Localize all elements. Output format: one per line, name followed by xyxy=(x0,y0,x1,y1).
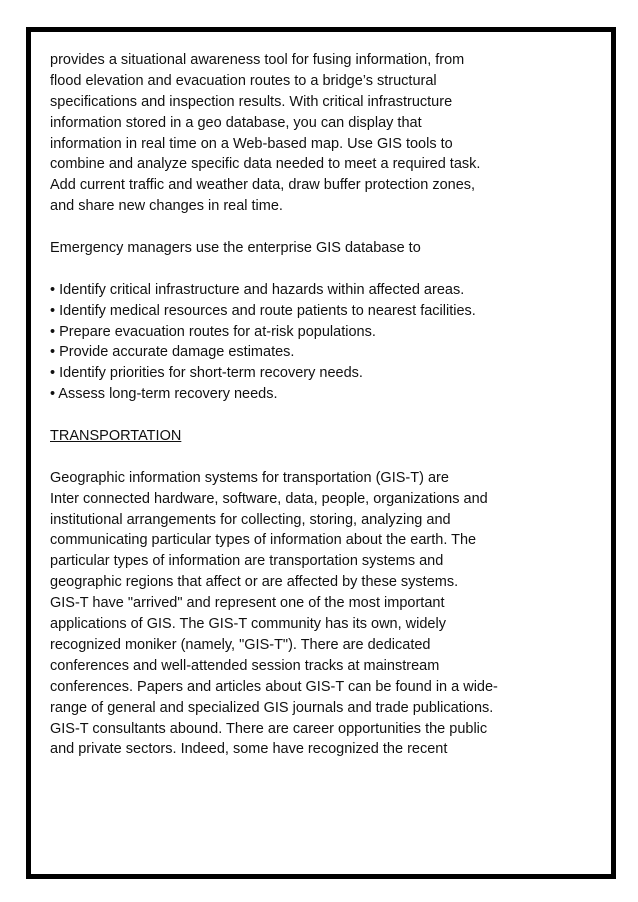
text-line: information stored in a geo database, you can display that xyxy=(50,114,422,131)
text-line: GIS-T have "arrived" and represent one of the most important xyxy=(50,595,445,612)
text-line: particular types of information are transportation systems and xyxy=(50,553,444,570)
bullet-item: • Prepare evacuation routes for at-risk populations. xyxy=(50,323,376,340)
text-line: and private sectors. Indeed, some have recognized the recent xyxy=(50,741,448,758)
text-line: Inter connected hardware, software, data, people, organizations and xyxy=(50,490,488,507)
text-line: Geographic information systems for transportation (GIS-T) are xyxy=(50,469,449,486)
text-line: combine and analyze specific data needed to meet a required task. xyxy=(50,156,481,173)
document-body xyxy=(50,50,540,760)
text-line: communicating particular types of information about the earth. The xyxy=(50,532,477,549)
text-line: conferences. Papers and articles about GIS-T can be found in a wide- xyxy=(50,678,498,695)
text-line: Add current traffic and weather data, draw buffer protection zones, xyxy=(50,177,476,194)
text-line: institutional arrangements for collecting, storing, analyzing and xyxy=(50,511,451,528)
bullet-item: • Identify critical infrastructure and hazards within affected areas. xyxy=(50,281,465,298)
paragraph-spacer xyxy=(50,217,540,238)
bullet-item: • Identify medical resources and route patients to nearest facilities. xyxy=(50,302,476,319)
text-line: information in real time on a Web-based map. Use GIS tools to xyxy=(50,135,453,152)
text-line: geographic regions that affect or are affected by these systems. xyxy=(50,574,459,591)
text-line: range of general and specialized GIS journals and trade publications. xyxy=(50,699,494,716)
paragraph-emergency-gis xyxy=(50,50,540,217)
text-line: and share new changes in real time. xyxy=(50,198,283,215)
text-line: recognized moniker (namely, "GIS-T"). There are dedicated xyxy=(50,636,431,653)
paragraph-spacer xyxy=(50,405,540,426)
paragraph-spacer xyxy=(50,259,540,280)
paragraph-spacer xyxy=(50,447,540,468)
text-line: specifications and inspection results. With critical infrastructure xyxy=(50,93,453,110)
text-line: conferences and well-attended session tracks at mainstream xyxy=(50,657,440,674)
bullet-item: • Identify priorities for short-term recovery needs. xyxy=(50,365,363,382)
section-heading: TRANSPORTATION xyxy=(50,428,182,445)
bullet-item: • Assess long-term recovery needs. xyxy=(50,386,278,403)
intro-sentence: Emergency managers use the enterprise GIS database to xyxy=(50,240,421,257)
text-line: GIS-T consultants abound. There are career opportunities the public xyxy=(50,720,488,737)
text-line: provides a situational awareness tool for fusing information, from xyxy=(50,52,465,68)
text-line: flood elevation and evacuation routes to a bridge’s structural xyxy=(50,72,437,89)
bullet-item: • Provide accurate damage estimates. xyxy=(50,344,295,361)
text-line: applications of GIS. The GIS-T community has its own, widely xyxy=(50,616,446,633)
paragraph-gis-t xyxy=(50,468,540,760)
bullet-list xyxy=(50,280,540,405)
